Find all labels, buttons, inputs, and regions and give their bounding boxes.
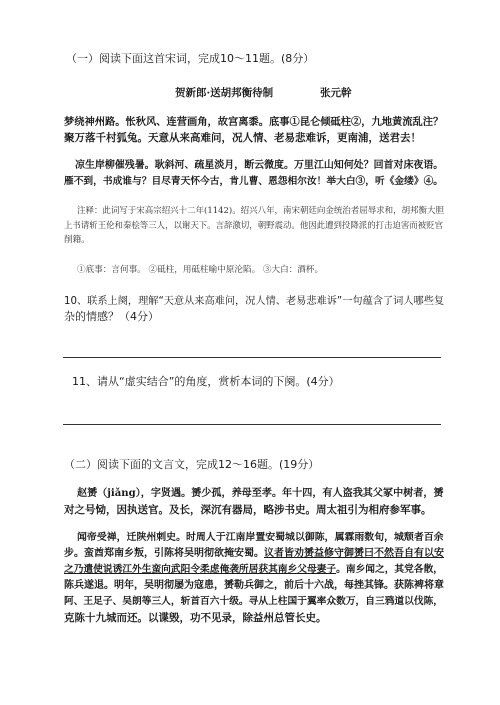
poem-author: 张元幹	[320, 87, 352, 99]
question-10-line1: 10、联系上阕，理解“天意从来高难问，况人情、老易悲难诉”一句蕴含了词人哪些复	[64, 296, 445, 307]
underlined-sentence-part1: 议者皆劝赟益修守御赟曰不然吾自有以安	[264, 548, 444, 559]
stanza1-line2: 聚万落千村狐兔。天意从来高难问，况人情、老易悲难诉，更南浦，送君去！	[64, 132, 421, 144]
para2-line2-text: 步。蛮酋郑南乡叛，引陈将吴明彻欲掩安蜀。	[64, 548, 264, 559]
section2-heading: （二）阅读下面的文言文，完成12～16题。(19分）	[64, 458, 320, 471]
para2-line1: 闻帝受禅，迁陕州刺史。时周人于江南岸置安蜀城以御陈，属霖雨数旬，城颓者百余	[77, 532, 444, 543]
para2-line5: 阿、王足子、吴朗等三人，斩首百六十级。寻从上柱国于翼率众数万，自三鸦道以伐陈，	[64, 596, 444, 607]
note-line2: 上书请斩王伦和秦桧等三人，以谢天下。言辞激切，朝野震动。他因此遭到投降派的打击迫害而被贬官	[64, 220, 443, 230]
stanza2-line1: 凉生岸柳催残暑。耿斜河、疏星淡月，断云微度。万里江山知何处？回首对床夜语。	[75, 160, 444, 171]
underlined-sentence-part2: 之乃遣使说诱江外生蛮向武阳令柔虑俺袭所居获其南乡父母妻子	[64, 564, 337, 575]
stanza1-line1: 梦绕神州路。怅秋风、连营画角，故宫离黍。底事①昆仑倾砥柱②，九地黄流乱注？	[64, 116, 444, 128]
note-line3: 削籍。	[64, 235, 90, 245]
para1-line2: 对之号恸，因执送官。及长，深沉有器局，略涉书史。周太祖引为相府参军事。	[64, 504, 432, 516]
para2-line6: 克陈十九城而还。以谍毁，功不见录，除益州总管长史。	[64, 612, 327, 624]
para2-line4: 陈兵遂退。明年，吴明彻屡为寇患，赟勒兵御之，前后十六战，每挫其锋。获陈裨将章	[64, 580, 444, 591]
footnotes: ①底事：言何事。 ②砥柱，用砥柱喻中原沦陷。 ③大白：酒杯。	[77, 265, 324, 275]
para2-line2	[64, 547, 444, 561]
question-11: 11、请从“虚实结合”的角度，赏析本词的下阕。(4分）	[72, 375, 340, 388]
answer-line-q10	[63, 357, 441, 358]
para1-line1: 赵赟（jiǎng），字贤遇。赟少孤，养母至孝。年十四，有人盗我其父冢中树者，赟	[77, 488, 444, 499]
stanza2-line2: 雁不到，书成谁与？目尽青天怀今古，肯儿曹、恩怨相尔汝！举大白③，听《金缕》④。	[64, 176, 444, 187]
para2-line3-tail: 。南乡闻之，其党各散，	[336, 564, 444, 575]
poem-title: 贺新郎·送胡邦衡待制	[175, 87, 274, 99]
answer-line-q11	[63, 424, 441, 425]
section1-heading: （一）阅读下面这首宋词，完成10～11题。(8分）	[66, 52, 315, 65]
para2-line3	[64, 563, 443, 577]
question-10-line2: 杂的情感？（4分）	[64, 310, 159, 323]
note-line1: 注释：此词写于宋高宗绍兴十二年(1142)。绍兴八年，南宋朝廷向金统治者屈辱求和，胡邦衡大胆	[77, 205, 444, 215]
